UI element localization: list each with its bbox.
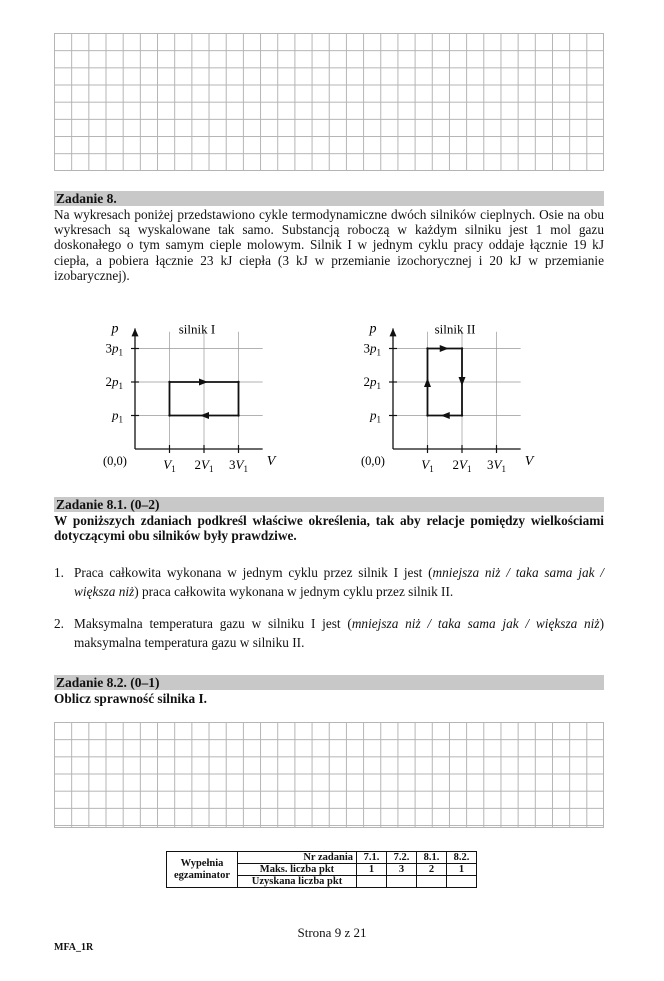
chart-engine-2 <box>358 312 558 482</box>
cycle-vertex <box>426 414 428 416</box>
y-axis-arrow <box>132 328 139 336</box>
item-text-end: ) maksymalna temperatura gazu w silniku II. <box>74 616 604 650</box>
answer-grid-bottom[interactable] <box>54 722 604 828</box>
task-8-1-item-1 <box>54 563 604 601</box>
score-table <box>166 851 477 888</box>
cycle-arrow <box>459 377 466 386</box>
fill-label: Wypełnia egzaminator <box>167 852 238 888</box>
row-label-max: Maks. liczba pkt <box>238 864 357 876</box>
task-8-1-header: Zadanie 8.1. (0–2) <box>54 497 604 512</box>
task-number: 7.1. <box>357 852 387 864</box>
obtained-points-cell[interactable] <box>417 876 447 888</box>
cycle-vertex <box>426 347 428 349</box>
x-tick-label: $3V_1$ <box>229 457 248 474</box>
max-points: 1 <box>357 864 387 876</box>
x-tick-label: $3V_1$ <box>487 457 506 474</box>
max-points: 1 <box>447 864 477 876</box>
x-tick-label: $2V_1$ <box>194 457 214 474</box>
task-8-2-header: Zadanie 8.2. (0–1) <box>54 675 604 690</box>
y-tick-label: $2p_1$ <box>363 374 381 391</box>
y-axis-label: p <box>369 321 377 337</box>
cycle-arrow <box>440 345 449 352</box>
max-points: 2 <box>417 864 447 876</box>
origin-label: (0,0) <box>103 454 127 468</box>
chart-title: silnik II <box>434 321 476 337</box>
item-number: 2. <box>54 616 64 631</box>
max-points: 3 <box>387 864 417 876</box>
cycle-vertex <box>237 414 239 416</box>
cycle-vertex <box>461 414 463 416</box>
item-options[interactable]: mniejsza niż / taka sama jak / większa niż <box>74 565 604 599</box>
task-8-text: Na wykresach poniżej przedstawiono cykle termodynamiczne dwóch silników cieplnych. Osie na obu wykresach są wyskalowane tak samo. Substancją roboczą w każdym silniku jest 1 mol gazu doskonałego o tym samym cieple molowym. Silnik I w jednym cyklu pracy oddaje łącznie 19 kJ ciepła, a pobiera łącznie 23 kJ ciepła (3 kJ w przemianie izochorycznej i 20 kJ w przemianie izobarycznej). <box>54 207 604 283</box>
answer-grid-top[interactable] <box>54 33 604 171</box>
obtained-points-cell[interactable] <box>357 876 387 888</box>
y-tick-label: $3p_1$ <box>105 340 123 358</box>
x-axis-label: V <box>524 454 534 469</box>
item-text-start: Praca całkowita wykonana w jednym cyklu przez silnik I jest ( <box>74 565 433 580</box>
cycle-arrow <box>424 378 431 387</box>
page-number: Strona 9 z 21 <box>297 925 367 940</box>
row-label-obtained: Uzyskana liczba pkt <box>238 876 357 888</box>
cycle-vertex <box>168 414 170 416</box>
item-text-end: ) praca całkowita wykonana w jednym cyklu przez silnik II. <box>134 584 454 599</box>
y-tick-label: $p_1$ <box>370 407 381 425</box>
task-number: 8.2. <box>447 852 477 864</box>
cycle-vertex <box>168 381 170 383</box>
item-options[interactable]: mniejsza niż / taka sama jak / większa niż <box>351 616 600 631</box>
task-8-header: Zadanie 8. <box>54 191 604 206</box>
y-tick-label: $2p_1$ <box>105 374 123 391</box>
task-8-1-item-2 <box>54 614 604 652</box>
chart-title: silnik I <box>178 321 216 337</box>
chart-engine-1 <box>100 312 300 482</box>
y-axis-label: p <box>111 321 119 337</box>
cycle-arrow <box>199 379 208 386</box>
item-text-start: Maksymalna temperatura gazu w silniku I jest ( <box>74 616 352 631</box>
task-number: 7.2. <box>387 852 417 864</box>
y-axis-arrow <box>390 328 397 336</box>
obtained-points-cell[interactable] <box>387 876 417 888</box>
task-number: 8.1. <box>417 852 447 864</box>
obtained-points-cell[interactable] <box>447 876 477 888</box>
row-label-task: Nr zadania <box>238 852 357 864</box>
cycle-vertex <box>237 381 239 383</box>
x-tick-label: $V_1$ <box>163 457 176 474</box>
cycle-vertex <box>461 347 463 349</box>
x-tick-label: $V_1$ <box>421 457 434 474</box>
x-tick-label: $2V_1$ <box>452 457 472 474</box>
exam-code: MFA_1R <box>54 942 94 953</box>
item-number: 1. <box>54 565 64 580</box>
origin-label: (0,0) <box>361 454 385 468</box>
y-tick-label: $p_1$ <box>112 407 123 425</box>
x-axis-label: V <box>266 454 276 469</box>
y-tick-label: $3p_1$ <box>363 340 381 358</box>
task-8-1-instruction: W poniższych zdaniach podkreśl właściwe określenia, tak aby relacje pomiędzy wielkościami dotyczącymi obu silników były prawdziwe. <box>54 513 604 544</box>
task-8-2-instruction: Oblicz sprawność silnika I. <box>54 691 207 706</box>
cycle-arrow <box>200 412 209 419</box>
cycle-arrow <box>441 412 450 419</box>
